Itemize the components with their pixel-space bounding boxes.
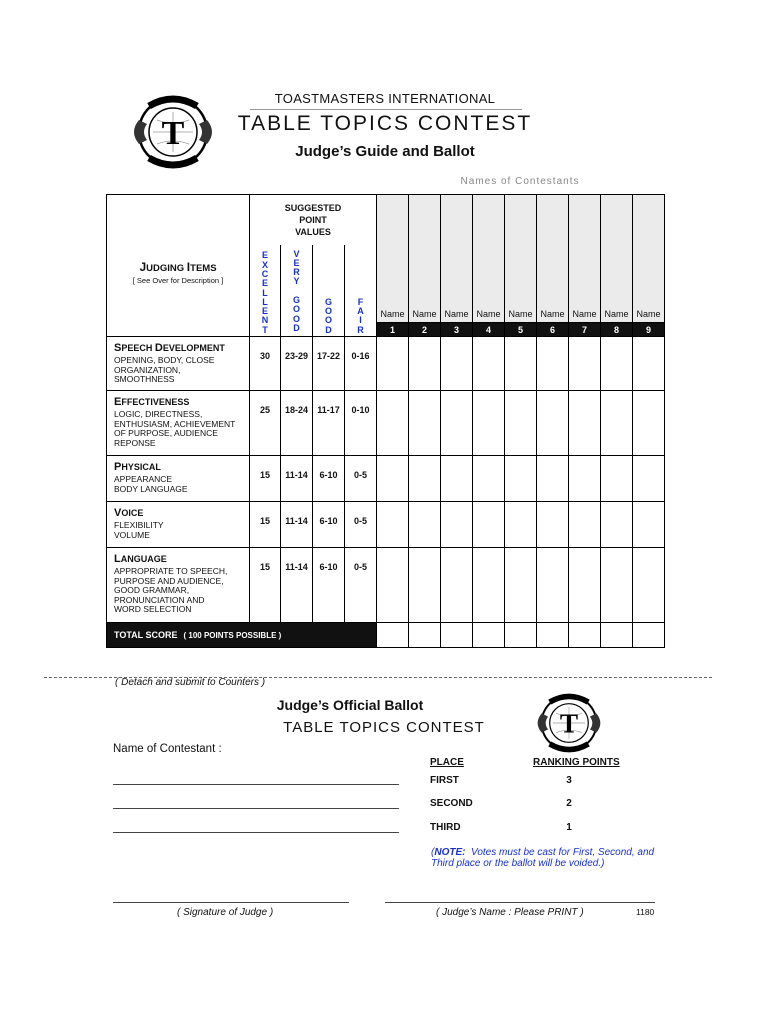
points-third: 1 (566, 822, 572, 833)
score-cell[interactable] (537, 456, 569, 502)
contestant-number: 6 (537, 323, 569, 337)
total-cell[interactable] (601, 623, 633, 648)
item-language: LANGUAGE APPROPRIATE TO SPEECH, PURPOSE AND AUDIENCE, GOOD GRAMMAR, PRONUNCIATION AND WORD SELECTION (107, 548, 250, 623)
contestant-name-9[interactable]: Name (633, 195, 665, 323)
score-cell[interactable] (601, 502, 633, 548)
total-cell[interactable] (505, 623, 537, 648)
rating-fair: F A I R (345, 245, 377, 337)
svg-text:T: T (161, 115, 185, 152)
form-number: 1180 (636, 907, 655, 917)
total-cell[interactable] (473, 623, 505, 648)
signature-field[interactable] (113, 902, 349, 903)
contestant-number: 7 (569, 323, 601, 337)
contestant-number: 5 (505, 323, 537, 337)
score-cell[interactable] (473, 391, 505, 456)
total-score-label: TOTAL SCORE ( 100 POINTS POSSIBLE ) (107, 623, 377, 648)
place-first: FIRST (430, 775, 459, 786)
score-cell[interactable] (505, 502, 537, 548)
score-cell[interactable] (601, 456, 633, 502)
score-cell[interactable] (569, 502, 601, 548)
detach-instruction: ( Detach and submit to Counters ) (115, 677, 266, 688)
contestant-name-1[interactable]: Name (377, 195, 409, 323)
suggested-point-values-header: SUGGESTED POINT VALUES (250, 195, 377, 245)
contestant-name-2[interactable]: Name (409, 195, 441, 323)
score-cell[interactable] (537, 391, 569, 456)
third-place-name-field[interactable] (113, 832, 399, 833)
second-place-name-field[interactable] (113, 808, 399, 809)
judge-name-label: ( Judge’s Name : Please PRINT ) (436, 907, 584, 918)
score-cell[interactable] (537, 548, 569, 623)
points-fair: 0-5 (345, 502, 377, 548)
ballot-note: (NOTE: Votes must be cast for First, Second, and Third place or the ballot will be voided.) (431, 847, 655, 869)
contestant-name-label: Name of Contestant : (113, 743, 222, 755)
score-cell[interactable] (441, 391, 473, 456)
total-cell[interactable] (441, 623, 473, 648)
points-very-good: 11-14 (281, 548, 313, 623)
contestant-name-7[interactable]: Name (569, 195, 601, 323)
score-cell[interactable] (633, 502, 665, 548)
score-cell[interactable] (633, 548, 665, 623)
signature-label: ( Signature of Judge ) (177, 907, 274, 918)
contestant-name-3[interactable]: Name (441, 195, 473, 323)
ballot-subtitle: TABLE TOPICS CONTEST (283, 719, 485, 736)
score-cell[interactable] (505, 548, 537, 623)
score-cell[interactable] (601, 391, 633, 456)
score-cell[interactable] (409, 391, 441, 456)
points-excellent: 15 (250, 502, 281, 548)
points-first: 3 (566, 775, 572, 786)
points-good: 17-22 (313, 337, 345, 391)
rating-very-good: V E R Y G O O D (281, 245, 313, 337)
total-cell[interactable] (409, 623, 441, 648)
table-row (107, 337, 665, 391)
score-cell[interactable] (377, 502, 409, 548)
table-row (107, 391, 665, 456)
points-very-good: 11-14 (281, 456, 313, 502)
points-excellent: 15 (250, 548, 281, 623)
score-cell[interactable] (537, 337, 569, 391)
score-cell[interactable] (633, 337, 665, 391)
points-very-good: 23-29 (281, 337, 313, 391)
score-cell[interactable] (633, 456, 665, 502)
rating-good: G O O D (313, 245, 345, 337)
see-over-note: [ See Over for Description ] (132, 276, 224, 285)
score-cell[interactable] (409, 548, 441, 623)
score-cell[interactable] (569, 548, 601, 623)
place-third: THIRD (430, 822, 461, 833)
ranking-points-header: RANKING POINTS (533, 757, 620, 768)
score-cell[interactable] (473, 337, 505, 391)
points-good: 6-10 (313, 456, 345, 502)
score-cell[interactable] (601, 548, 633, 623)
total-cell[interactable] (377, 623, 409, 648)
score-cell[interactable] (537, 502, 569, 548)
score-cell[interactable] (441, 456, 473, 502)
header-rule (250, 109, 522, 110)
score-cell[interactable] (473, 456, 505, 502)
total-row (107, 623, 665, 648)
place-second: SECOND (430, 798, 473, 809)
scoring-table (106, 194, 665, 648)
contestant-number: 3 (441, 323, 473, 337)
score-cell[interactable] (441, 337, 473, 391)
table-row (107, 548, 665, 623)
score-cell[interactable] (473, 548, 505, 623)
score-cell[interactable] (409, 456, 441, 502)
contestant-number: 1 (377, 323, 409, 337)
points-fair: 0-10 (345, 391, 377, 456)
contestant-number: 4 (473, 323, 505, 337)
table-row (107, 456, 665, 502)
contestant-name-8[interactable]: Name (601, 195, 633, 323)
score-cell[interactable] (441, 502, 473, 548)
points-very-good: 11-14 (281, 502, 313, 548)
toastmasters-logo (532, 686, 606, 760)
points-very-good: 18-24 (281, 391, 313, 456)
points-good: 11-17 (313, 391, 345, 456)
score-cell[interactable] (569, 337, 601, 391)
score-cell[interactable] (505, 391, 537, 456)
score-cell[interactable] (505, 456, 537, 502)
contestant-name-5[interactable]: Name (505, 195, 537, 323)
score-cell[interactable] (377, 337, 409, 391)
score-cell[interactable] (569, 456, 601, 502)
item-physical: PHYSICAL APPEARANCE BODY LANGUAGE (107, 456, 250, 502)
judging-items-header: JUDGING ITEMS [ See Over for Description ] (107, 195, 250, 337)
item-effectiveness: EFFECTIVENESS LOGIC, DIRECTNESS, ENTHUSIASM, ACHIEVEMENT OF PURPOSE, AUDIENCE REPONSE (107, 391, 250, 456)
points-good: 6-10 (313, 548, 345, 623)
page-subtitle: Judge’s Guide and Ballot (295, 143, 475, 160)
score-cell[interactable] (473, 502, 505, 548)
points-excellent: 30 (250, 337, 281, 391)
points-excellent: 15 (250, 456, 281, 502)
contestants-label: Names of Contestants (460, 176, 580, 187)
total-cell[interactable] (569, 623, 601, 648)
total-cell[interactable] (537, 623, 569, 648)
page-title: TABLE TOPICS CONTEST (237, 112, 533, 135)
first-place-name-field[interactable] (113, 784, 399, 785)
score-cell[interactable] (569, 391, 601, 456)
points-fair: 0-5 (345, 456, 377, 502)
score-cell[interactable] (377, 391, 409, 456)
total-cell[interactable] (633, 623, 665, 648)
contestant-number: 9 (633, 323, 665, 337)
score-cell[interactable] (409, 337, 441, 391)
points-excellent: 25 (250, 391, 281, 456)
item-voice: VOICE FLEXIBILITY VOLUME (107, 502, 250, 548)
score-cell[interactable] (601, 337, 633, 391)
organization-name: TOASTMASTERS INTERNATIONAL (274, 91, 496, 106)
contestant-number: 2 (409, 323, 441, 337)
rating-excellent: E X C E L L E N T (250, 245, 281, 337)
points-fair: 0-16 (345, 337, 377, 391)
points-second: 2 (566, 798, 572, 809)
score-cell[interactable] (377, 548, 409, 623)
contestant-number: 8 (601, 323, 633, 337)
score-cell[interactable] (377, 456, 409, 502)
score-cell[interactable] (441, 548, 473, 623)
contestant-name-6[interactable]: Name (537, 195, 569, 323)
score-cell[interactable] (409, 502, 441, 548)
place-header: PLACE (430, 757, 464, 768)
points-good: 6-10 (313, 502, 345, 548)
ballot-title: Judge’s Official Ballot (276, 697, 424, 713)
table-row (107, 502, 665, 548)
contestant-name-4[interactable]: Name (473, 195, 505, 323)
svg-text:T: T (559, 708, 579, 739)
judge-name-field[interactable] (385, 902, 655, 903)
points-fair: 0-5 (345, 548, 377, 623)
score-cell[interactable] (505, 337, 537, 391)
item-speech-development: SPEECH DEVELOPMENT OPENING, BODY, CLOSE ORGANIZATION, SMOOTHNESS (107, 337, 250, 391)
score-cell[interactable] (633, 391, 665, 456)
